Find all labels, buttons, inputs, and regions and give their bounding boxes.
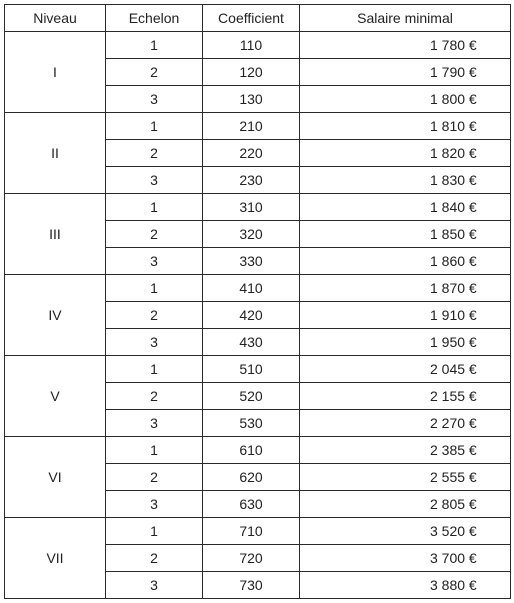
salaire-cell: 3 520 €	[300, 518, 511, 545]
echelon-cell: 2	[106, 383, 203, 410]
table-row	[5, 113, 511, 140]
salary-table	[4, 4, 511, 599]
table-body	[5, 32, 511, 599]
coefficient-cell: 220	[203, 140, 300, 167]
salaire-cell: 3 880 €	[300, 572, 511, 599]
echelon-cell: 3	[106, 248, 203, 275]
echelon-cell: 2	[106, 59, 203, 86]
echelon-cell: 2	[106, 464, 203, 491]
coefficient-cell: 720	[203, 545, 300, 572]
echelon-cell: 3	[106, 329, 203, 356]
niveau-cell: V	[5, 356, 106, 437]
coefficient-cell: 510	[203, 356, 300, 383]
salaire-cell: 1 820 €	[300, 140, 511, 167]
salaire-cell: 2 385 €	[300, 437, 511, 464]
echelon-cell: 1	[106, 518, 203, 545]
salaire-cell: 1 950 €	[300, 329, 511, 356]
niveau-cell: III	[5, 194, 106, 275]
table-row	[5, 275, 511, 302]
echelon-cell: 1	[106, 32, 203, 59]
table-row	[5, 518, 511, 545]
salaire-cell: 1 790 €	[300, 59, 511, 86]
echelon-cell: 1	[106, 113, 203, 140]
table-row	[5, 194, 511, 221]
echelon-cell: 3	[106, 410, 203, 437]
salaire-cell: 1 840 €	[300, 194, 511, 221]
salaire-cell: 3 700 €	[300, 545, 511, 572]
niveau-cell: II	[5, 113, 106, 194]
coefficient-cell: 430	[203, 329, 300, 356]
salaire-cell: 2 555 €	[300, 464, 511, 491]
salaire-cell: 2 270 €	[300, 410, 511, 437]
echelon-cell: 3	[106, 86, 203, 113]
salaire-cell: 2 155 €	[300, 383, 511, 410]
coefficient-cell: 320	[203, 221, 300, 248]
coefficient-cell: 420	[203, 302, 300, 329]
table-row	[5, 437, 511, 464]
header-coefficient: Coefficient	[203, 5, 300, 32]
coefficient-cell: 210	[203, 113, 300, 140]
niveau-cell: IV	[5, 275, 106, 356]
header-row	[5, 5, 511, 32]
niveau-cell: I	[5, 32, 106, 113]
coefficient-cell: 610	[203, 437, 300, 464]
salaire-cell: 1 780 €	[300, 32, 511, 59]
salaire-cell: 1 850 €	[300, 221, 511, 248]
salaire-cell: 1 860 €	[300, 248, 511, 275]
salaire-cell: 2 045 €	[300, 356, 511, 383]
header-echelon: Echelon	[106, 5, 203, 32]
echelon-cell: 3	[106, 572, 203, 599]
coefficient-cell: 520	[203, 383, 300, 410]
coefficient-cell: 620	[203, 464, 300, 491]
echelon-cell: 1	[106, 437, 203, 464]
coefficient-cell: 730	[203, 572, 300, 599]
niveau-cell: VI	[5, 437, 106, 518]
salaire-cell: 2 805 €	[300, 491, 511, 518]
echelon-cell: 1	[106, 275, 203, 302]
coefficient-cell: 530	[203, 410, 300, 437]
table-row	[5, 32, 511, 59]
salaire-cell: 1 810 €	[300, 113, 511, 140]
echelon-cell: 1	[106, 356, 203, 383]
coefficient-cell: 710	[203, 518, 300, 545]
coefficient-cell: 330	[203, 248, 300, 275]
coefficient-cell: 310	[203, 194, 300, 221]
niveau-cell: VII	[5, 518, 106, 599]
salaire-cell: 1 870 €	[300, 275, 511, 302]
echelon-cell: 1	[106, 194, 203, 221]
echelon-cell: 2	[106, 302, 203, 329]
header-niveau: Niveau	[5, 5, 106, 32]
echelon-cell: 3	[106, 167, 203, 194]
echelon-cell: 2	[106, 221, 203, 248]
table-row	[5, 356, 511, 383]
salaire-cell: 1 800 €	[300, 86, 511, 113]
salaire-cell: 1 830 €	[300, 167, 511, 194]
header-salaire: Salaire minimal	[300, 5, 511, 32]
coefficient-cell: 130	[203, 86, 300, 113]
coefficient-cell: 120	[203, 59, 300, 86]
echelon-cell: 2	[106, 545, 203, 572]
coefficient-cell: 110	[203, 32, 300, 59]
salaire-cell: 1 910 €	[300, 302, 511, 329]
coefficient-cell: 630	[203, 491, 300, 518]
echelon-cell: 2	[106, 140, 203, 167]
echelon-cell: 3	[106, 491, 203, 518]
coefficient-cell: 230	[203, 167, 300, 194]
coefficient-cell: 410	[203, 275, 300, 302]
